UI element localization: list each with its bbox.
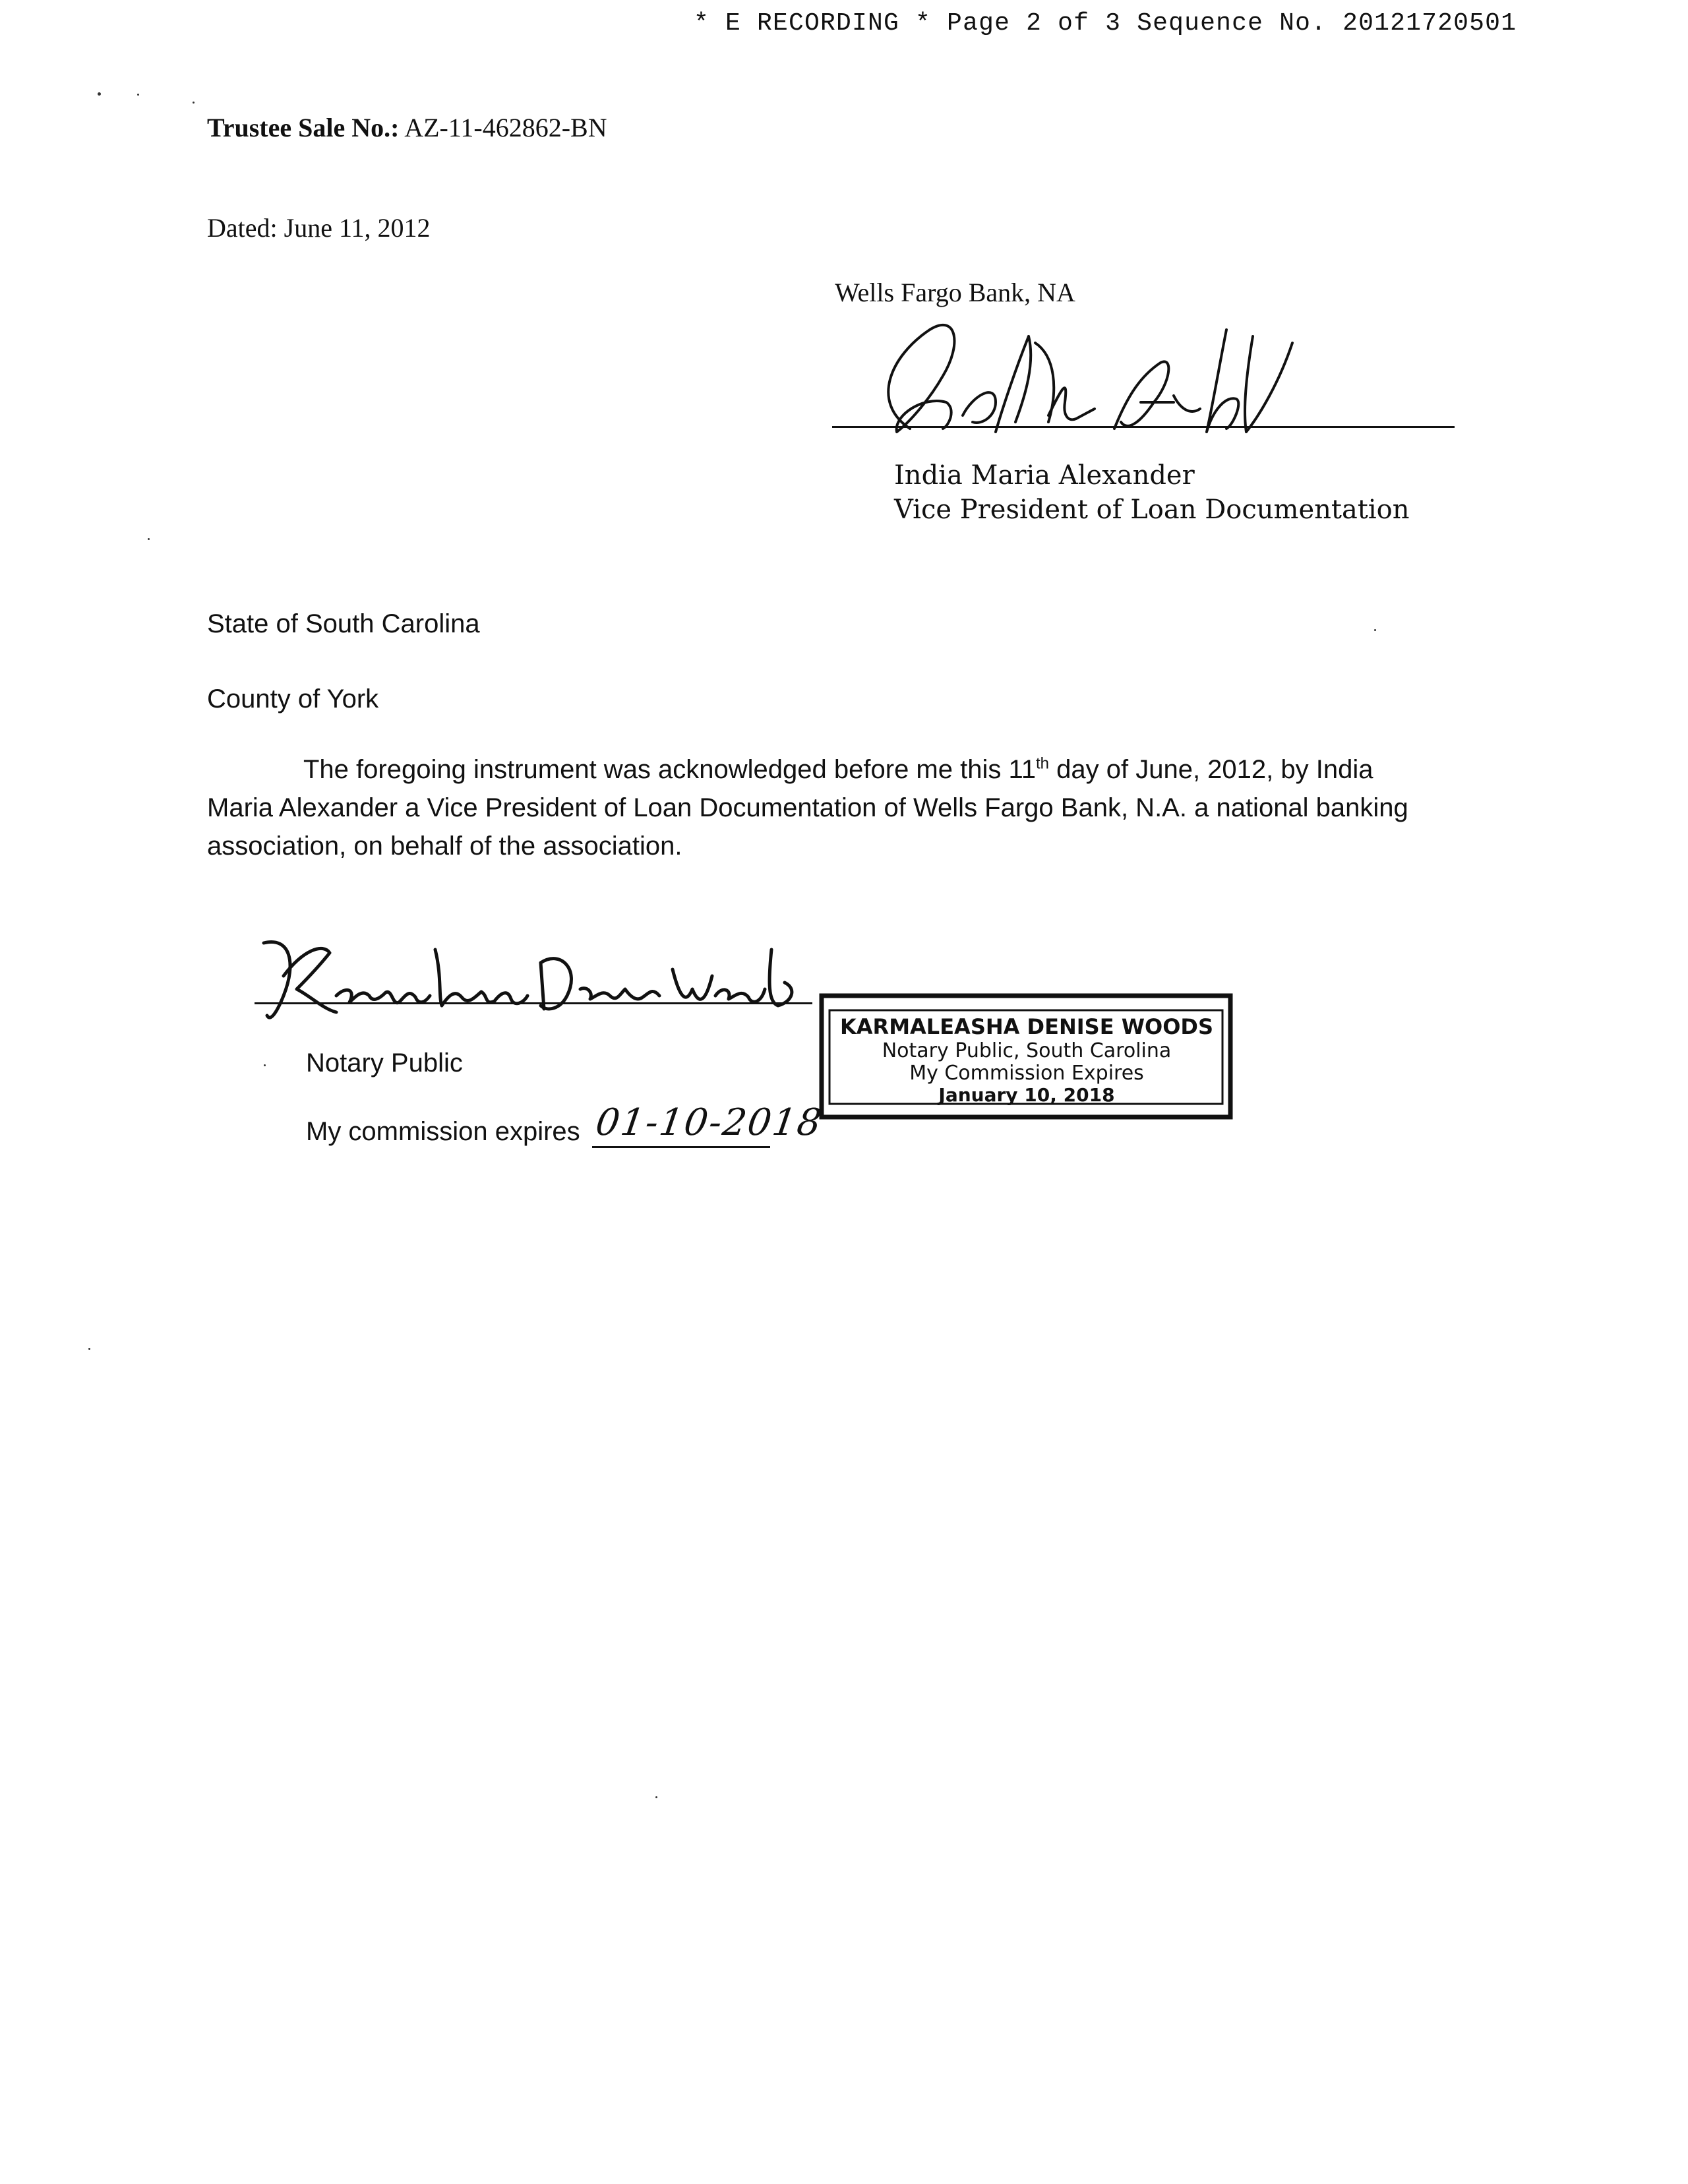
notary-stamp bbox=[819, 992, 1234, 1121]
scan-speck bbox=[1374, 629, 1376, 631]
scan-speck bbox=[264, 1064, 266, 1066]
notary-signature-line bbox=[255, 1002, 812, 1004]
trustee-sale-number: AZ-11-462862-BN bbox=[404, 113, 607, 142]
scan-speck bbox=[137, 94, 139, 96]
scan-speck bbox=[148, 538, 150, 540]
trustee-sale-label: Trustee Sale No.: bbox=[207, 113, 400, 142]
scan-speck bbox=[88, 1348, 90, 1350]
stamp-name: KARMALEASHA DENISE WOODS bbox=[839, 1014, 1214, 1039]
commission-label: My commission expires bbox=[306, 1117, 580, 1146]
recording-header: * E RECORDING * Page 2 of 3 Sequence No. 20121720501 bbox=[694, 9, 1517, 38]
acknowledgment-line-1: The foregoing instrument was acknowledged before me this 11th day of June, 2012, by India bbox=[303, 754, 1373, 784]
trustee-sale-line bbox=[207, 112, 607, 143]
signer-name: India Maria Alexander bbox=[894, 460, 1195, 491]
signer-signature-line bbox=[832, 426, 1455, 428]
scan-speck bbox=[193, 102, 195, 104]
stamp-expiry-date: January 10, 2018 bbox=[938, 1084, 1115, 1106]
venue-state: State of South Carolina bbox=[207, 609, 480, 638]
company-name: Wells Fargo Bank, NA bbox=[835, 278, 1075, 307]
venue-county: County of York bbox=[207, 684, 379, 713]
acknowledgment-line-2: Maria Alexander a Vice President of Loan Documentation of Wells Fargo Bank, N.A. a national banking bbox=[207, 793, 1408, 822]
stamp-commission-state: Notary Public, South Carolina bbox=[882, 1039, 1172, 1062]
signer-title: Vice President of Loan Documentation bbox=[894, 495, 1410, 525]
stamp-commission-label: My Commission Expires bbox=[909, 1062, 1144, 1085]
scan-speck bbox=[98, 92, 101, 96]
commission-date-handwritten: 01-10-2018 bbox=[593, 1101, 826, 1144]
dated-line: Dated: June 11, 2012 bbox=[207, 213, 431, 243]
commission-date-line bbox=[592, 1146, 770, 1148]
acknowledgment-paragraph bbox=[207, 750, 1499, 865]
notary-signature bbox=[251, 923, 818, 1029]
signer-signature bbox=[831, 317, 1464, 448]
scan-speck bbox=[655, 1796, 657, 1798]
notary-role: Notary Public bbox=[306, 1048, 463, 1077]
acknowledgment-line-3: association, on behalf of the association. bbox=[207, 832, 682, 861]
